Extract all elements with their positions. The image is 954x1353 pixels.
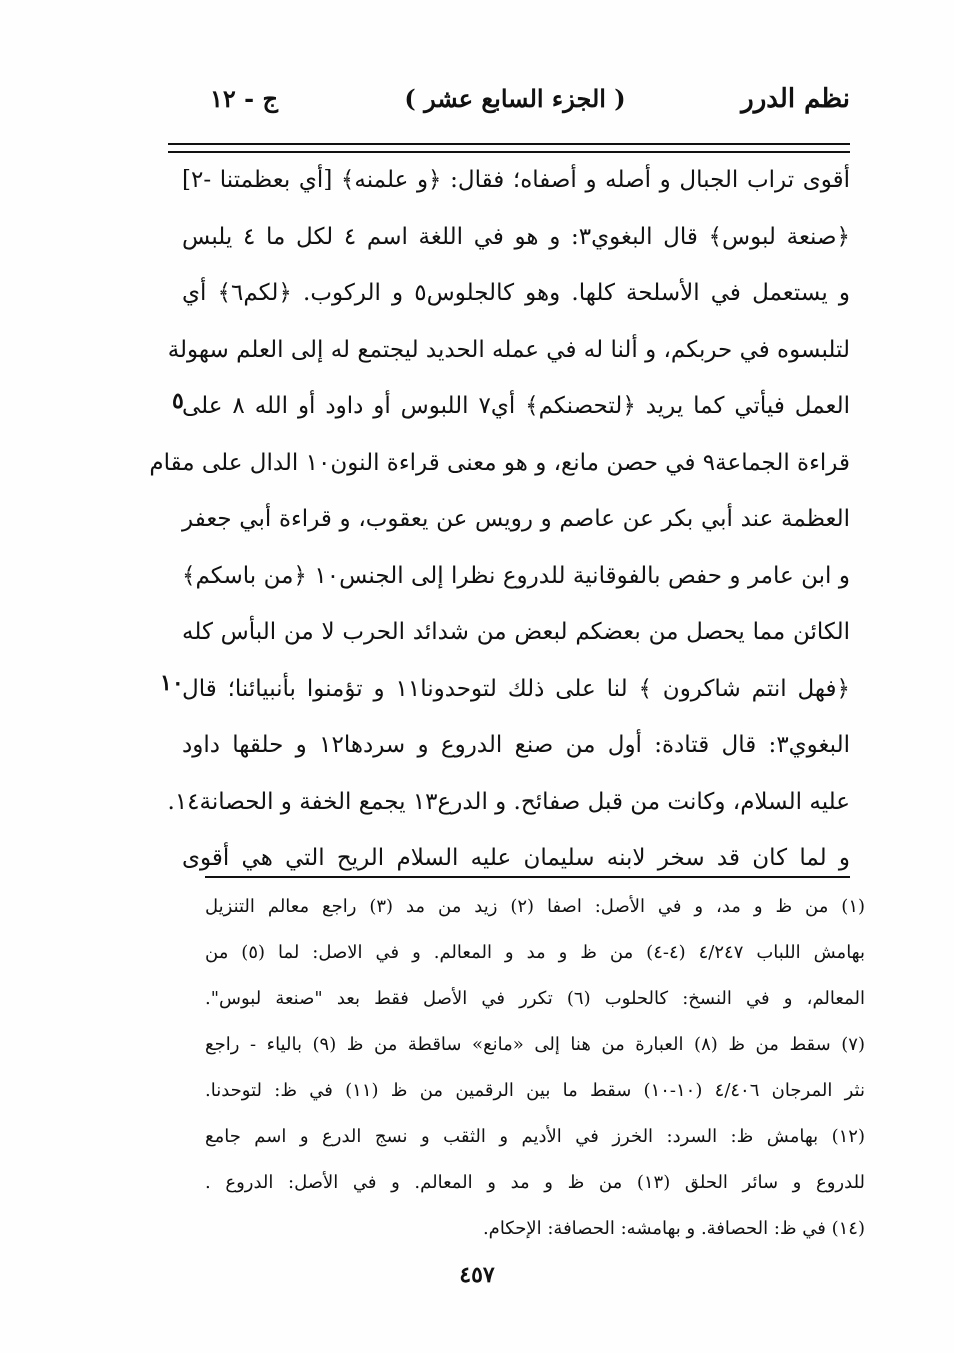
- text-line: لتلبسوه في حربكم، و ألنا له في عمله الحديد ليجتمع له إلى العلم سهولة: [167, 336, 850, 363]
- footnote-line: للدروع و سائر الحلق (١٣) من ظ و مد و المعالم. و في الأصل: الدروع .: [205, 1172, 866, 1193]
- text-line: العمل فيأتي كما يريد ﴿لتحصنكم﴾ أي٧ اللبوس أو داود أو الله ٨ على: [182, 393, 850, 419]
- running-header: [180, 80, 850, 130]
- volume-reference: ج - ١٢: [210, 84, 278, 113]
- text-line: ﴿صنعة لبوس﴾ قال البغوي٣: و هو في اللغة اسم ٤ لكل ما ٤ يلبس: [182, 223, 851, 250]
- footnote-line: المعالم، و في النسخ: كالحلوب (٦) تكرر في الأصل فقط بعد "صنعة لبوس".: [205, 988, 865, 1009]
- text-line: ﴿فهل انتم شاكرون ﴾ لنا على ذلك لتوحدونا١١ و تؤمنوا بأنبيائنا؛ قال: [182, 675, 850, 702]
- part-title: ( الجزء السابع عشر ): [404, 84, 626, 113]
- footnote-line: (٧) سقط من ظ (٨) العبارة من هنا إلى «مانع» ساقطة من ظ (٩) بالياء - راجع: [205, 1034, 865, 1055]
- text-line: الكائن مما يحصل من بعضكم لبعض من شدائد الحرب لا من البأس كله: [182, 619, 850, 645]
- line-number-10: ١٠: [160, 670, 184, 696]
- text-line: عليه السلام، وكانت من قبل صفائح. و الدرع١٣ يجمع الخفة و الحصانة١٤.: [167, 788, 850, 815]
- text-line: البغوي٣: قال قتادة: أول من صنع الدروع و سردها١٢ و حلقها داود: [182, 732, 850, 758]
- footnote-line: (١٢) بهامش ظ: السرد: الخرز في الأديم و الثقب و نسج الدرع و اسم جامع: [205, 1126, 865, 1147]
- footnote-line: بهامش اللباب ٤/٢٤٧ (٤-٤) من ظ و مد و المعالم. و في الاصل: لما (٥) من: [205, 942, 865, 963]
- text-line: أقوى تراب الجبال و أصله و أصفاه؛ فقال: ﴿و علمنه﴾ [أي بعظمتنا -٢]: [182, 167, 850, 193]
- book-title: نظم الدرر: [741, 84, 850, 114]
- text-line: و ابن عامر و حفص بالفوقانية للدروع نظرا إلى الجنس١٠ ﴿من باسكم﴾: [182, 562, 850, 589]
- text-line: و يستعمل في الأسلحة كلها. وهو كالجلوس٥ و الركوب. ﴿لكم٦﴾ أي: [182, 280, 850, 306]
- main-text: [149, 152, 851, 887]
- footnote-line: (١٤) في ظ: الحصافة. و بهامشه: الحصافة: الإحكام.: [482, 1218, 865, 1239]
- footnote-line: (١) من ظ و مد، و في الأصل: اصفا (٢) زيد من مد (٣) راجع معالم التنزيل: [205, 896, 866, 917]
- line-number-5: ٥: [172, 388, 184, 414]
- text-line: العظمة عند أبي بكر عن عاصم و رويس عن يعقوب، و قراءة أبي جعفر: [182, 506, 850, 532]
- page-number: ٤٥٧: [459, 1262, 495, 1288]
- text-line: و لما كان قد سخر لابنه سليمان عليه السلام الريح التي هي أقوى: [182, 845, 850, 871]
- footnotes: [205, 884, 865, 1252]
- footnote-line: نثر المرجان ٤/٤٠٦ (١٠-١٠) سقط ما بين الرقمين من ظ (١١) في ظ: لتوحدنا.: [205, 1080, 865, 1101]
- text-line: قراءة الجماعة٩ في حصن مانع، و هو معنى قراءة النون١٠ الدال على مقام: [149, 449, 850, 476]
- footnote-separator: [205, 876, 850, 878]
